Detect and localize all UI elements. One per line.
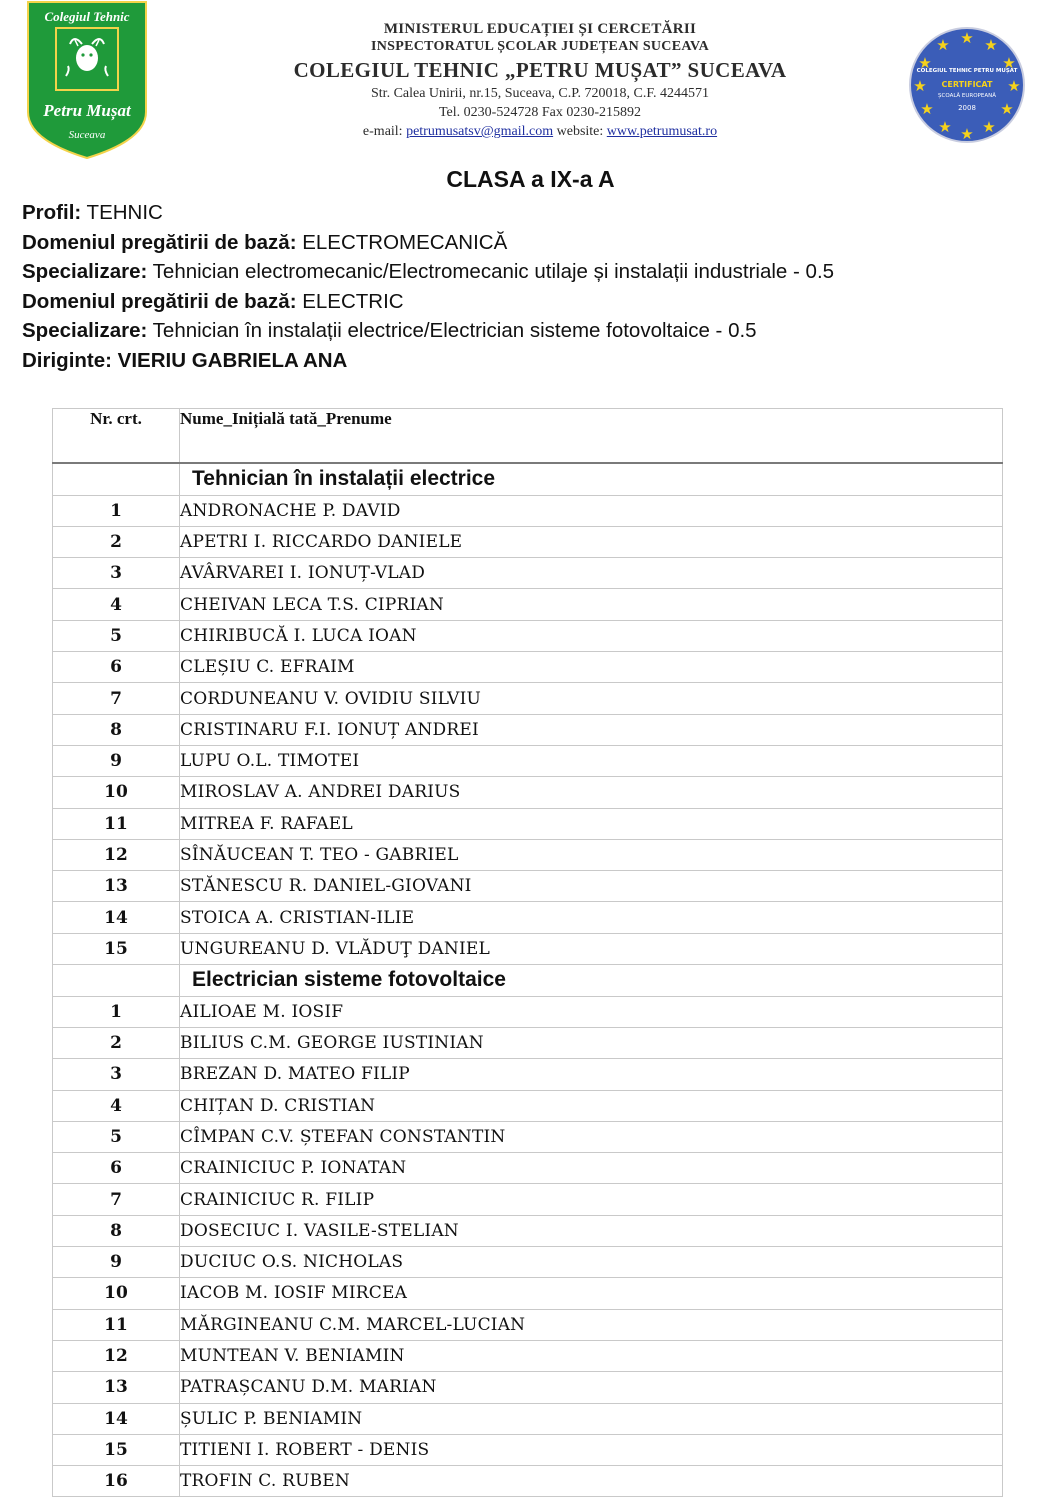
row-number: 8 [53,714,180,745]
badge-top-text: COLEGIUL TEHNIC PETRU MUȘAT [916,68,1018,74]
student-name: CHEIVAN LECA T.S. CIPRIAN [180,589,1003,620]
table-row [53,1403,1003,1434]
student-name: DUCIUC O.S. NICHOLAS [180,1247,1003,1278]
table-row [53,933,1003,964]
logo-left-line2: Petru Mușat [43,101,131,120]
table-row [53,526,1003,557]
student-roster-table [52,408,1003,1497]
badge-sub-text: ȘCOALĂ EUROPEANĂ [938,93,996,99]
table-row [53,1434,1003,1465]
table-row [53,777,1003,808]
row-number: 1 [53,495,180,526]
european-school-badge [907,26,1027,144]
group-nr-cell [53,463,180,495]
student-name: MUNTEAN V. BENIAMIN [180,1340,1003,1371]
student-name: ȘULIC P. BENIAMIN [180,1403,1003,1434]
student-name: CLEȘIU C. EFRAIM [180,652,1003,683]
table-row [53,808,1003,839]
class-master-line [22,346,834,376]
domain2-line [22,287,834,317]
group-header-row [53,463,1003,495]
row-number: 10 [53,777,180,808]
domain1-value: ELECTROMECANICĂ [302,230,508,254]
table-row [53,1121,1003,1152]
table-row [53,714,1003,745]
row-number: 8 [53,1215,180,1246]
row-number: 12 [53,1340,180,1371]
svg-text:★: ★ [984,36,998,54]
row-number: 4 [53,589,180,620]
row-number: 2 [53,526,180,557]
student-name: CÎMPAN C.V. ȘTEFAN CONSTANTIN [180,1121,1003,1152]
student-name: UNGUREANU D. VLĂDUŢ DANIEL [180,933,1003,964]
student-name: CRAINICIUC R. FILIP [180,1184,1003,1215]
svg-text:★: ★ [913,77,927,95]
logo-left-line1: Colegiul Tehnic [44,9,130,24]
contact-line [220,122,860,141]
row-number: 3 [53,1059,180,1090]
table-row [53,589,1003,620]
student-name: CRISTINARU F.I. IONUȚ ANDREI [180,714,1003,745]
email-link[interactable]: petrumusatsv@gmail.com [406,124,554,139]
badge-certificat: CERTIFICAT [941,80,993,89]
row-number: 13 [53,1372,180,1403]
table-row [53,1309,1003,1340]
student-name: SÎNĂUCEAN T. TEO - GABRIEL [180,839,1003,870]
school-crest-logo [26,0,148,160]
student-name: TROFIN C. RUBEN [180,1466,1003,1497]
row-number: 13 [53,871,180,902]
table-row [53,558,1003,589]
email-label: e-mail: [362,124,403,139]
student-name: PATRAȘCANU D.M. MARIAN [180,1372,1003,1403]
row-number: 15 [53,933,180,964]
domain1-label: Domeniul pregătirii de bază: [22,230,297,254]
table-row [53,620,1003,651]
class-master-label: Diriginte: [22,348,112,372]
svg-text:★: ★ [938,118,952,136]
row-number: 14 [53,902,180,933]
row-number: 12 [53,839,180,870]
row-number: 9 [53,1247,180,1278]
table-row [53,871,1003,902]
svg-text:★: ★ [1000,100,1014,118]
table-row [53,1059,1003,1090]
student-name: STOICA A. CRISTIAN-ILIE [180,902,1003,933]
row-number: 5 [53,620,180,651]
student-name: MĂRGINEANU C.M. MARCEL-LUCIAN [180,1309,1003,1340]
row-number: 10 [53,1278,180,1309]
table-row [53,1372,1003,1403]
student-name: MITREA F. RAFAEL [180,808,1003,839]
row-number: 11 [53,1309,180,1340]
group-title: Tehnician în instalații electrice [180,463,1003,495]
row-number: 7 [53,683,180,714]
student-name: LUPU O.L. TIMOTEI [180,745,1003,776]
spec1-value: Tehnician electromecanic/Electromecanic utilaje și instalații industriale - 0.5 [152,260,835,284]
table-row [53,495,1003,526]
student-name: STĂNESCU R. DANIEL-GIOVANI [180,871,1003,902]
student-name: CORDUNEANU V. OVIDIU SILVIU [180,683,1003,714]
table-row [53,1466,1003,1497]
spec1-line [22,257,834,287]
row-number: 9 [53,745,180,776]
table-row [53,996,1003,1027]
table-row [53,652,1003,683]
ministry-name: MINISTERUL EDUCAȚIEI ȘI CERCETĂRII [383,21,697,37]
table-row [53,1340,1003,1371]
student-name: APETRI I. RICCARDO DANIELE [180,526,1003,557]
domain2-label: Domeniul pregătirii de bază: [22,289,297,313]
profile-label: Profil: [22,201,82,224]
row-number: 15 [53,1434,180,1465]
inspectorate-name: INSPECTORATUL ȘCOLAR JUDEȚEAN SUCEAVA [371,39,709,54]
table-row [53,683,1003,714]
student-name: BREZAN D. MATEO FILIP [180,1059,1003,1090]
svg-text:★: ★ [920,100,934,118]
table-row [53,902,1003,933]
profile-line [22,198,834,228]
table-row [53,1278,1003,1309]
row-number: 14 [53,1403,180,1434]
svg-text:★: ★ [918,54,932,72]
row-number: 7 [53,1184,180,1215]
roster-body [53,463,1003,1497]
student-name: IACOB M. IOSIF MIRCEA [180,1278,1003,1309]
website-label: website: [556,124,604,139]
student-name: CHIRIBUCĂ I. LUCA IOAN [180,620,1003,651]
student-name: AVÂRVAREI I. IONUȚ-VLAD [180,558,1003,589]
profile-value: TEHNIC [86,201,163,224]
group-header-row [53,965,1003,997]
row-number: 11 [53,808,180,839]
row-number: 4 [53,1090,180,1121]
row-number: 3 [53,558,180,589]
table-header-row [53,409,1003,464]
student-name: TITIENI I. ROBERT - DENIS [180,1434,1003,1465]
svg-text:★: ★ [936,36,950,54]
spec2-value: Tehnician în instalații electrice/Electrician sisteme fotovoltaice - 0.5 [152,319,757,343]
row-number: 1 [53,996,180,1027]
row-number: 6 [53,1153,180,1184]
row-number: 6 [53,652,180,683]
group-title: Electrician sisteme fotovoltaice [180,965,1003,997]
badge-year: 2008 [958,104,976,112]
row-number: 5 [53,1121,180,1152]
table-row [53,1215,1003,1246]
spec1-label: Specializare: [22,260,148,284]
svg-text:★: ★ [1002,54,1016,72]
website-link[interactable]: www.petrumusat.ro [606,124,718,139]
student-name: CHIȚAN D. CRISTIAN [180,1090,1003,1121]
table-row [53,745,1003,776]
row-number: 16 [53,1466,180,1497]
svg-text:★: ★ [960,29,974,47]
student-name: BILIUS C.M. GEORGE IUSTINIAN [180,1027,1003,1058]
student-name: ANDRONACHE P. DAVID [180,495,1003,526]
class-title: CLASA a IX-a A [446,166,615,192]
domain2-value: ELECTRIC [302,289,404,313]
svg-text:★: ★ [982,118,996,136]
table-row [53,839,1003,870]
class-info [22,198,834,376]
table-row [53,1184,1003,1215]
class-master-value: VIERIU GABRIELA ANA [117,348,348,372]
group-nr-cell [53,965,180,997]
college-address: Str. Calea Unirii, nr.15, Suceava, C.P. 720018, C.F. 4244571 [371,86,709,101]
svg-text:★: ★ [960,125,974,143]
college-name: COLEGIUL TEHNIC „PETRU MUȘAT” SUCEAVA [293,58,787,82]
letterhead [220,20,860,141]
student-name: AILIOAE M. IOSIF [180,996,1003,1027]
spec2-line [22,316,834,346]
table-row [53,1027,1003,1058]
table-row [53,1247,1003,1278]
student-name: DOSECIUC I. VASILE-STELIAN [180,1215,1003,1246]
row-number: 2 [53,1027,180,1058]
column-header-nr: Nr. crt. [53,409,180,464]
domain1-line [22,228,834,258]
logo-left-line3: Suceava [68,129,106,141]
svg-text:★: ★ [1007,77,1021,95]
student-name: CRAINICIUC P. IONATAN [180,1153,1003,1184]
column-header-name: Nume_Inițială tată_Prenume [180,409,1003,464]
college-phone: Tel. 0230-524728 Fax 0230-215892 [438,105,641,120]
spec2-label: Specializare: [22,319,148,343]
table-row [53,1090,1003,1121]
table-row [53,1153,1003,1184]
student-name: MIROSLAV A. ANDREI DARIUS [180,777,1003,808]
